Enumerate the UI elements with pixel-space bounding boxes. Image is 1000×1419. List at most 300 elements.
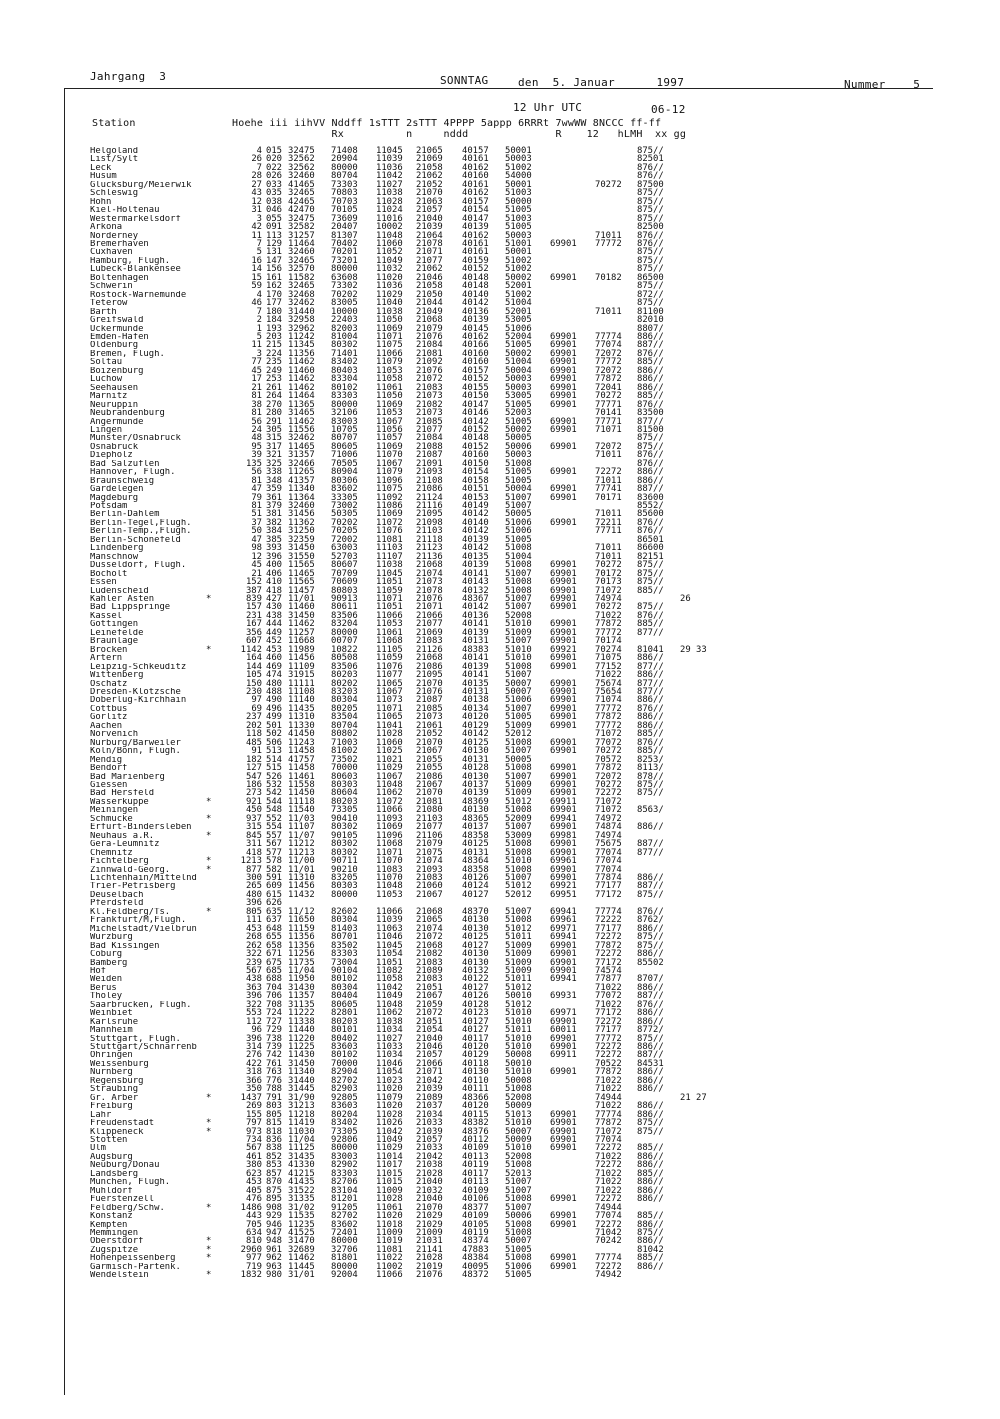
- group-7wwww: 70141: [595, 408, 622, 419]
- group-7wwww: 77872: [595, 619, 622, 630]
- group-6rrrt: 69901: [550, 484, 577, 495]
- group-5appp: 51007: [505, 1202, 532, 1213]
- group-7wwww: 77874: [595, 872, 622, 883]
- group-1sttt: 11020: [376, 1101, 403, 1112]
- group-6rrrt: 69901: [550, 1253, 577, 1264]
- group-4pppp: 40131: [462, 847, 489, 858]
- group-iihvv: 11582: [288, 272, 315, 283]
- group-iihvv: 11330: [288, 720, 315, 731]
- group-2sttt: 21040: [416, 1177, 443, 1188]
- station-name: Konstanz: [90, 1212, 133, 1221]
- station-height: 28: [251, 171, 262, 182]
- group-7wwww: 72072: [595, 771, 622, 782]
- station-index: 544: [266, 796, 283, 807]
- group-5appp: 50006: [505, 1211, 532, 1222]
- group-6rrrt: 69951: [550, 889, 577, 900]
- station-index: 658: [266, 940, 283, 951]
- group-7wwww: 71022: [595, 1151, 622, 1162]
- station-height: 21: [251, 382, 262, 393]
- group-1sttt: 11107: [376, 551, 403, 562]
- station-height: 1142: [240, 644, 262, 655]
- group-4pppp: 40111: [462, 1084, 489, 1095]
- group-8nccc: 8762/: [637, 915, 664, 926]
- group-iihvv: 11/07: [288, 830, 315, 841]
- group-1sttt: 11020: [376, 272, 403, 283]
- group-8nccc: 872//: [637, 289, 664, 300]
- group-6rrrt: 69941: [550, 932, 577, 943]
- group-4pppp: 40130: [462, 957, 489, 968]
- station-height: 43: [251, 188, 262, 199]
- station-name: Kiel-Holtenau: [90, 206, 160, 215]
- group-2sttt: 21070: [416, 188, 443, 199]
- group-6rrrt: 69901: [550, 577, 577, 588]
- group-5appp: 52009: [505, 813, 532, 824]
- station-height: 15: [251, 272, 262, 283]
- group-4pppp: 40131: [462, 687, 489, 697]
- group-2sttt: 21071: [416, 1067, 443, 1078]
- station-height: 1486: [240, 1202, 262, 1213]
- group-nddff: 90104: [331, 965, 358, 976]
- group-nddff: 83402: [331, 1118, 358, 1129]
- group-4pppp: 40142: [462, 416, 489, 427]
- group-6rrrt: 69981: [550, 830, 577, 841]
- station-index: 557: [266, 830, 283, 841]
- group-1sttt: 11065: [376, 678, 403, 689]
- group-4pppp: 40152: [462, 264, 489, 275]
- group-iihvv: 11464: [288, 391, 315, 402]
- station-height: 47: [251, 534, 262, 545]
- group-7wwww: 72222: [595, 915, 622, 926]
- group-6rrrt: 69901: [550, 391, 577, 402]
- group-2sttt: 21084: [416, 433, 443, 444]
- station-index: 637: [266, 915, 283, 926]
- group-8nccc: 877//: [637, 847, 664, 858]
- group-iihvv: 41450: [288, 729, 315, 740]
- group-nddff: 80304: [331, 982, 358, 993]
- station-name: Meiningen: [90, 806, 139, 815]
- group-1sttt: 11053: [376, 365, 403, 376]
- group-7wwww: 70572: [595, 754, 622, 765]
- group-4pppp: 40157: [462, 365, 489, 376]
- group-1sttt: 11070: [376, 450, 403, 461]
- station-index: 763: [266, 1067, 283, 1078]
- group-8nccc: 876//: [637, 999, 664, 1010]
- station-index: 488: [266, 687, 283, 697]
- group-6rrrt: 69901: [550, 272, 577, 283]
- station-index: 156: [266, 264, 283, 275]
- station-name: Potsdam: [90, 502, 128, 511]
- group-6rrrt: 69901: [550, 940, 577, 951]
- group-5appp: 51010: [505, 856, 532, 867]
- group-1sttt: 11071: [376, 594, 403, 605]
- station-name: Weinbiet: [90, 1009, 133, 1018]
- group-iihvv: 31550: [288, 551, 315, 562]
- group-6rrrt: 69901: [550, 1219, 577, 1230]
- group-4pppp: 40158: [462, 475, 489, 486]
- station-index: 449: [266, 627, 283, 638]
- group-1sttt: 11023: [376, 1075, 403, 1086]
- station-index: 980: [266, 1270, 283, 1281]
- station-height: 7: [256, 162, 262, 173]
- group-2sttt: 21076: [416, 1270, 443, 1281]
- group-nddff: 73002: [331, 501, 358, 512]
- group-iihvv: 31456: [288, 509, 315, 520]
- group-8nccc: 876//: [637, 526, 664, 537]
- group-1sttt: 11029: [376, 289, 403, 300]
- group-7wwww: 71071: [595, 424, 622, 435]
- group-nddff: 80000: [331, 399, 358, 410]
- group-5appp: 50008: [505, 1050, 532, 1061]
- group-1sttt: 11038: [376, 306, 403, 317]
- group-4pppp: 48366: [462, 1092, 489, 1103]
- group-5appp: 51005: [505, 340, 532, 351]
- group-2sttt: 21034: [416, 1109, 443, 1120]
- group-7wwww: 71022: [595, 1084, 622, 1095]
- group-8nccc: 885//: [637, 619, 664, 630]
- station-index: 803: [266, 1101, 283, 1112]
- group-6rrrt: 69901: [550, 568, 577, 579]
- station-height: 112: [245, 1016, 262, 1027]
- group-iihvv: 11345: [288, 340, 315, 351]
- group-nddff: 70000: [331, 1058, 358, 1069]
- group-5appp: 53005: [505, 391, 532, 402]
- group-nddff: 80203: [331, 796, 358, 807]
- station-name: Magdeburg: [90, 493, 139, 503]
- group-5appp: 51003: [505, 188, 532, 199]
- group-4pppp: 40132: [462, 965, 489, 976]
- group-5appp: 52008: [505, 1151, 532, 1162]
- group-nddff: 80000: [331, 162, 358, 173]
- group-1sttt: 11060: [376, 238, 403, 249]
- mountain-station-marker: *: [206, 1118, 212, 1129]
- station-name: Berlin-Tegel,Flugh.: [90, 518, 192, 528]
- group-iihvv: 32570: [288, 264, 315, 275]
- station-name: Kl.Feldberg/Ts.: [90, 907, 171, 917]
- group-iihvv: 11460: [288, 365, 315, 376]
- group-5appp: 51008: [505, 847, 532, 858]
- station-name: Bad Hersfeld: [90, 789, 155, 798]
- station-index: 280: [266, 408, 283, 419]
- group-7wwww: 77877: [595, 974, 622, 985]
- group-8nccc: 886//: [637, 1084, 664, 1095]
- group-7wwww: 70272: [595, 746, 622, 757]
- group-nddff: 80000: [331, 1143, 358, 1154]
- group-8nccc: 885//: [637, 1143, 664, 1154]
- group-nddff: 83003: [331, 1151, 358, 1162]
- group-4pppp: 40112: [462, 1135, 489, 1146]
- station-name: Emden-Hafen: [90, 332, 149, 342]
- group-2sttt: 21067: [416, 889, 443, 900]
- group-iihvv: 11/04: [288, 965, 315, 976]
- group-7wwww: 77772: [595, 357, 622, 368]
- group-7wwww: 77711: [595, 526, 622, 537]
- group-1sttt: 11048: [376, 881, 403, 892]
- group-2sttt: 21124: [416, 492, 443, 503]
- group-7wwww: 77172: [595, 889, 622, 900]
- group-7wwww: 72272: [595, 932, 622, 943]
- mountain-station-marker: *: [206, 796, 212, 807]
- group-2sttt: 21070: [416, 678, 443, 689]
- group-7wwww: 71011: [595, 306, 622, 317]
- group-2sttt: 21058: [416, 281, 443, 292]
- station-name: Barth: [90, 307, 117, 317]
- group-2sttt: 21073: [416, 577, 443, 588]
- group-4pppp: 40149: [462, 501, 489, 512]
- group-4pppp: 40127: [462, 889, 489, 900]
- group-5appp: 51009: [505, 779, 532, 790]
- group-6rrrt: 69901: [550, 1135, 577, 1146]
- group-1sttt: 11027: [376, 179, 403, 190]
- group-5appp: 50005: [505, 433, 532, 444]
- station-height: 26: [251, 154, 262, 165]
- group-1sttt: 11058: [376, 374, 403, 385]
- station-height: 17: [251, 374, 262, 385]
- group-2sttt: 21068: [416, 653, 443, 664]
- station-height: 350: [245, 1084, 262, 1095]
- group-7wwww: 72272: [595, 788, 622, 799]
- station-height: 157: [245, 602, 262, 613]
- group-iihvv: 11450: [288, 788, 315, 799]
- group-nddff: 92806: [331, 1135, 358, 1146]
- station-name: Cottbus: [90, 704, 128, 714]
- group-2sttt: 21064: [416, 230, 443, 241]
- group-iihvv: 42465: [288, 196, 315, 207]
- group-1sttt: 11060: [376, 737, 403, 748]
- group-2sttt: 21083: [416, 636, 443, 647]
- station-height: 152: [245, 577, 262, 588]
- group-5appp: 51004: [505, 298, 532, 309]
- group-4pppp: 40127: [462, 940, 489, 951]
- station-height: 45: [251, 365, 262, 376]
- group-1sttt: 11051: [376, 602, 403, 613]
- station-name: Augsburg: [90, 1152, 133, 1162]
- group-2sttt: 21076: [416, 331, 443, 342]
- group-2sttt: 21068: [416, 560, 443, 571]
- group-iihvv: 11257: [288, 627, 315, 638]
- station-index: 427: [266, 594, 283, 605]
- station-height: 59: [251, 281, 262, 292]
- group-8nccc: 875//: [637, 889, 664, 900]
- group-6rrrt: 69901: [550, 965, 577, 976]
- station-height: 5: [256, 331, 262, 342]
- station-name: Coburg: [90, 950, 123, 959]
- group-4pppp: 40127: [462, 982, 489, 993]
- group-8nccc: 875//: [637, 146, 664, 156]
- group-8nccc: 886//: [637, 475, 664, 486]
- station-name: Seehausen: [90, 383, 139, 393]
- group-nddff: 80704: [331, 720, 358, 731]
- group-nddff: 71408: [331, 146, 358, 156]
- station-index: 249: [266, 365, 283, 376]
- station-height: 845: [245, 830, 262, 841]
- station-height: 21: [251, 568, 262, 579]
- group-1sttt: 11015: [376, 1177, 403, 1188]
- group-iihvv: 11243: [288, 737, 315, 748]
- group-nddff: 80000: [331, 1261, 358, 1272]
- group-5appp: 51011: [505, 974, 532, 985]
- station-name: List/Sylt: [90, 155, 139, 164]
- group-1sttt: 11051: [376, 577, 403, 588]
- station-height: 380: [245, 1160, 262, 1171]
- group-4pppp: 40139: [462, 661, 489, 672]
- station-height: 797: [245, 1118, 262, 1129]
- group-8nccc: 876//: [637, 906, 664, 917]
- station-column-header: Station: [92, 118, 136, 129]
- group-2sttt: 21033: [416, 1118, 443, 1129]
- station-name: Michelstadt/Vielbrun: [90, 924, 197, 934]
- station-index: 261: [266, 382, 283, 393]
- group-4pppp: 40157: [462, 146, 489, 156]
- group-iihvv: 31465: [288, 408, 315, 419]
- group-6rrrt: 69941: [550, 906, 577, 917]
- group-2sttt: 21082: [416, 949, 443, 960]
- station-name: Bad Lippspringe: [90, 603, 171, 612]
- group-7wwww: 77872: [595, 940, 622, 951]
- station-index: 015: [266, 146, 283, 156]
- station-name: Weissenburg: [90, 1059, 149, 1069]
- station-name: Essen: [90, 578, 117, 587]
- group-7wwww: 77872: [595, 1118, 622, 1129]
- station-height: 839: [245, 594, 262, 605]
- group-4pppp: 40160: [462, 450, 489, 461]
- group-1sttt: 11002: [376, 1261, 403, 1272]
- station-height: 56: [251, 416, 262, 427]
- group-iihvv: 31440: [288, 306, 315, 317]
- station-name: Lahr: [90, 1110, 112, 1120]
- group-7wwww: 77074: [595, 864, 622, 875]
- group-1sttt: 11066: [376, 610, 403, 621]
- group-4pppp: 40157: [462, 196, 489, 207]
- group-8nccc: 86501: [637, 534, 664, 545]
- group-4pppp: 40130: [462, 923, 489, 934]
- group-iihvv: 32462: [288, 298, 315, 309]
- station-index: 761: [266, 1058, 283, 1069]
- group-1sttt: 11093: [376, 813, 403, 824]
- group-nddff: 80102: [331, 1050, 358, 1061]
- group-1sttt: 11069: [376, 822, 403, 833]
- group-1sttt: 11026: [376, 1118, 403, 1129]
- station-name: Chemnitz: [90, 848, 133, 858]
- group-iihvv: 32468: [288, 289, 315, 300]
- group-iihvv: 11950: [288, 974, 315, 985]
- station-name: Braunlage: [90, 637, 139, 646]
- group-6rrrt: 69931: [550, 991, 577, 1002]
- group-7wwww: 75654: [595, 687, 622, 697]
- group-6rrrt: 69901: [550, 374, 577, 385]
- group-iihvv: 11435: [288, 703, 315, 714]
- station-name: Göttingen: [90, 620, 139, 629]
- code-column-headers: Hoehe iii iihVV Nddff 1sTTT 2sTTT 4PPPP 5appp 6RRRt 7wwWW 8NCCC ff-ff: [232, 118, 662, 129]
- group-8nccc: 886//: [637, 653, 664, 664]
- station-name: Stuttgart, Flugh.: [90, 1034, 181, 1044]
- group-8nccc: 82500: [637, 222, 664, 233]
- group-2sttt: 21126: [416, 644, 443, 655]
- group-7wwww: 77074: [595, 340, 622, 351]
- group-4pppp: 40117: [462, 1168, 489, 1179]
- station-index: 490: [266, 695, 283, 706]
- station-height: 39: [251, 450, 262, 461]
- station-name: Düsseldorf, Flugh.: [90, 561, 187, 570]
- station-name: Leipzig-Schkeuditz: [90, 662, 187, 672]
- group-iihvv: 32958: [288, 315, 315, 326]
- station-height: 405: [245, 1185, 262, 1196]
- group-iihvv: 11465: [288, 568, 315, 579]
- group-nddff: 82003: [331, 323, 358, 334]
- station-name: Fuerstenzell: [90, 1195, 155, 1204]
- group-5appp: 50010: [505, 1058, 532, 1069]
- group-6rrrt: 69901: [550, 737, 577, 748]
- group-2sttt: 21076: [416, 687, 443, 697]
- station-height: 5: [256, 247, 262, 258]
- group-nddff: 81307: [331, 230, 358, 241]
- station-index: 460: [266, 653, 283, 664]
- station-name: Mannheim: [90, 1026, 133, 1035]
- group-2sttt: 21072: [416, 932, 443, 943]
- group-5appp: 50009: [505, 1101, 532, 1112]
- station-name: Bad Marienberg: [90, 772, 165, 781]
- station-height: 97: [251, 695, 262, 706]
- group-8nccc: 886//: [637, 822, 664, 833]
- group-7wwww: 71011: [595, 475, 622, 486]
- group-4pppp: 48365: [462, 813, 489, 824]
- group-iihvv: 11462: [288, 357, 315, 368]
- station-index: 591: [266, 872, 283, 883]
- station-name: Gr. Arber: [90, 1093, 139, 1103]
- station-name: Oldenburg: [90, 341, 139, 350]
- station-index: 776: [266, 1075, 283, 1086]
- group-1sttt: 11039: [376, 915, 403, 926]
- group-4pppp: 40162: [462, 331, 489, 342]
- group-1sttt: 11073: [376, 695, 403, 706]
- station-name: Lingen: [90, 425, 123, 435]
- group-1sttt: 11061: [376, 1202, 403, 1213]
- group-5appp: 51009: [505, 627, 532, 638]
- group-1sttt: 11079: [376, 467, 403, 478]
- station-name: Greifswald: [90, 316, 144, 325]
- station-index: 532: [266, 779, 283, 790]
- mountain-station-marker: *: [206, 1270, 212, 1281]
- station-height: 973: [245, 1126, 262, 1137]
- station-name: Zugspitze: [90, 1245, 139, 1255]
- station-index: 567: [266, 839, 283, 850]
- mountain-station-marker: *: [206, 830, 212, 841]
- group-7wwww: 72272: [595, 949, 622, 960]
- group-5appp: 51007: [505, 1177, 532, 1188]
- group-iihvv: 32460: [288, 247, 315, 258]
- group-8nccc: 886//: [637, 1261, 664, 1272]
- station-name: Berlin-Schönefeld: [90, 535, 181, 545]
- group-8nccc: 876//: [637, 399, 664, 410]
- group-7wwww: 72272: [595, 1160, 622, 1171]
- station-name: Hof: [90, 966, 107, 976]
- group-7wwww: 77177: [595, 1025, 622, 1036]
- group-nddff: 50305: [331, 509, 358, 520]
- group-4pppp: 40160: [462, 357, 489, 368]
- group-iihvv: 11456: [288, 653, 315, 664]
- station-index: 161: [266, 272, 283, 283]
- group-nddff: 83602: [331, 484, 358, 495]
- group-1sttt: 11053: [376, 408, 403, 419]
- group-5appp: 51007: [505, 568, 532, 579]
- station-index: 348: [266, 475, 283, 486]
- group-1sttt: 11082: [376, 965, 403, 976]
- station-name: Osnabrück: [90, 442, 139, 452]
- group-5appp: 50003: [505, 374, 532, 385]
- group-2sttt: 21103: [416, 813, 443, 824]
- group-7wwww: 72272: [595, 467, 622, 478]
- group-4pppp: 40150: [462, 391, 489, 402]
- group-iihvv: 32562: [288, 162, 315, 173]
